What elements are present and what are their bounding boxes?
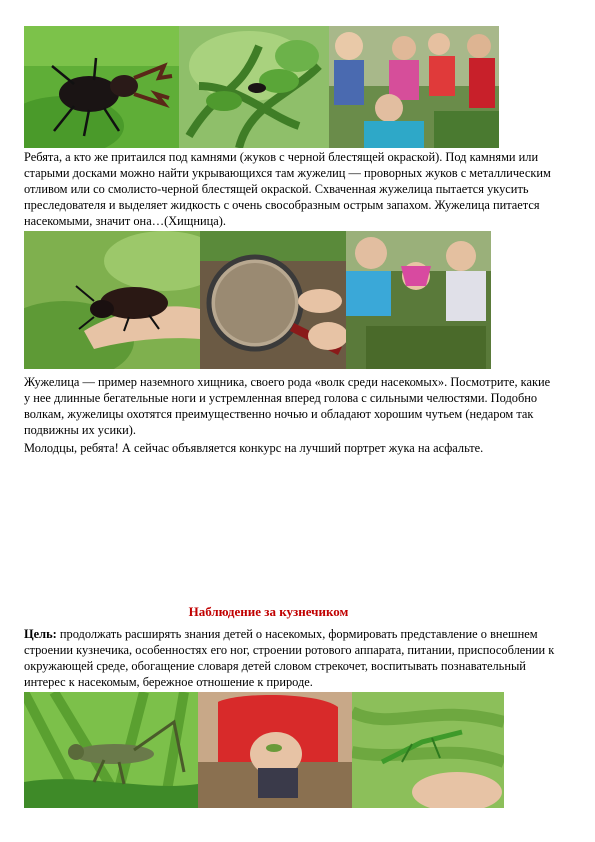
child-holding-grasshopper-photo xyxy=(198,692,352,808)
paragraph-ground-beetle-predator: Жужелица — пример наземного хищника, своего рода «волк среди насекомых». Посмотрите, какие у нее длинные бегательные ноги и устремленная вперед голова с сильными челюстями. Подобно волкам, жужелицы охотятся преимущественно ночью и обладают хорошим чутьем (недаром так подвижны их усики). xyxy=(24,375,551,438)
magnifying-glass-photo xyxy=(200,231,346,369)
children-looking-photo xyxy=(346,231,491,369)
goal-label: Цель: xyxy=(24,627,57,641)
grasshopper-on-leaf-photo xyxy=(24,692,198,808)
green-grasshopper-photo xyxy=(352,692,504,808)
paragraph-ground-beetle-intro: Ребята, а кто же притаился под камнями (жуков с черной блестящей окраской). Под камнями или старыми досками можно найти укрывающихся там жужелиц — проворных жуков с металлическим отливом или со смолисто-черной блестящей окраской. Схваченная жужелица пытается укусить преследователя и выделяет жидкость с очень свособразным острым запахом. Жужелица питается насекомыми, значит она…(Хищница). xyxy=(24,150,551,229)
children-group-photo xyxy=(329,26,499,148)
section-title: Наблюдение за кузнечиком xyxy=(188,604,349,619)
section-goal xyxy=(24,626,559,690)
goal-text: продолжать расширять знания детей о насекомых, формировать представление о внешнем строении кузнечика, особенностях его ног, строении ротового аппарата, питании, приспособлении к окружающей среде, обогащение словаря детей словом стрекочет, воспитывать познавательный интерес к насекомым, бережное отношение к природе. xyxy=(24,627,555,690)
stag-beetle-photo xyxy=(24,26,179,148)
beetle-on-finger-photo xyxy=(24,231,200,369)
paragraph-contest: Молодцы, ребята! А сейчас объявляется конкурс на лучший портрет жука на асфальте. xyxy=(24,441,484,455)
beetle-in-plants-photo xyxy=(179,26,329,148)
